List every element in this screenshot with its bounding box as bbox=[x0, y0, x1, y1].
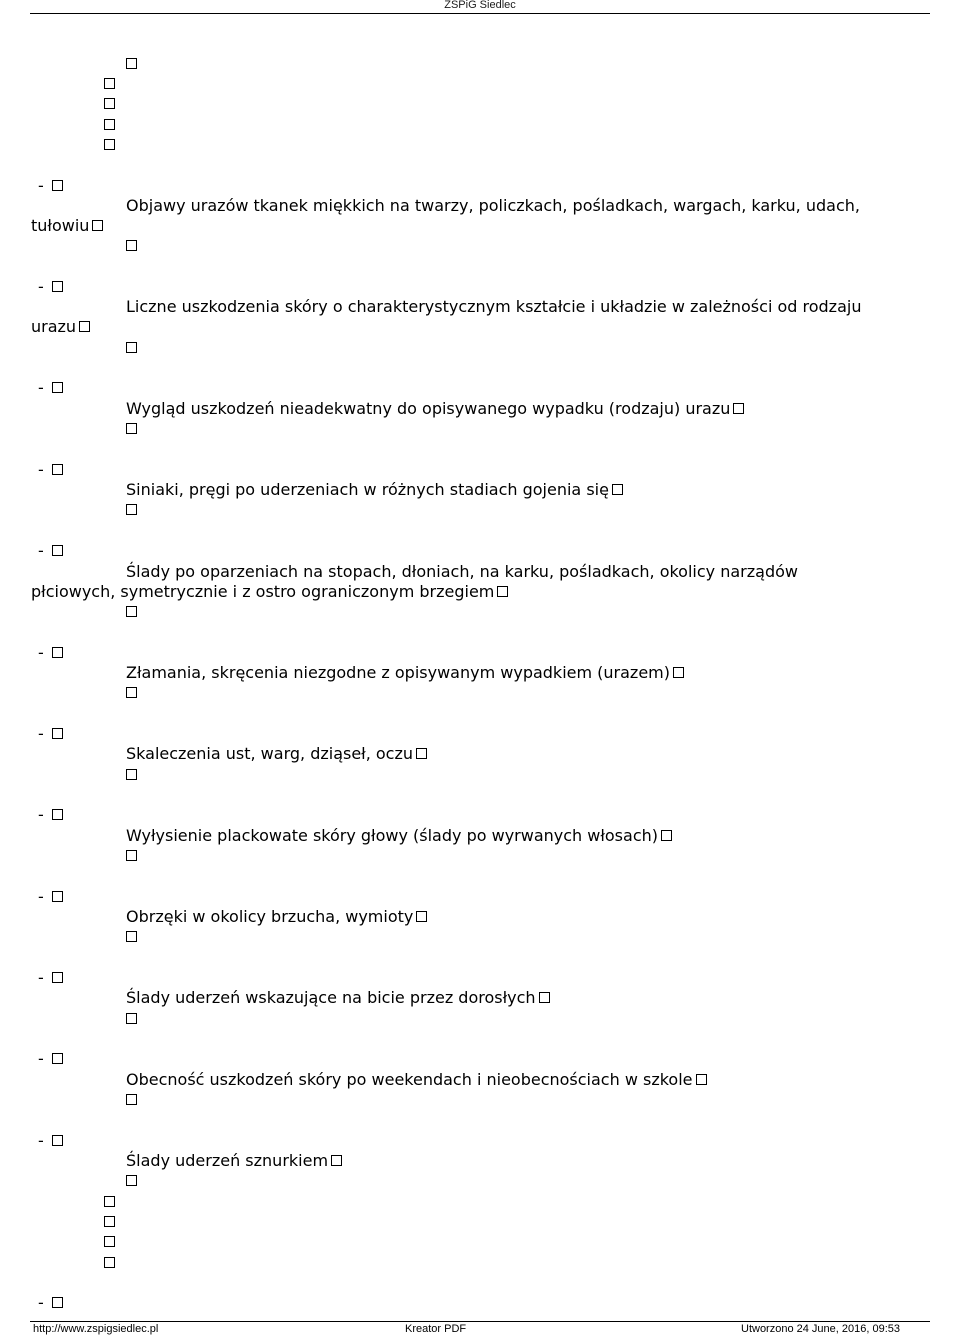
footer-generator: Kreator PDF bbox=[405, 1323, 467, 1335]
box-line bbox=[126, 1171, 137, 1191]
list-bullet bbox=[38, 805, 63, 825]
box-line bbox=[126, 683, 137, 703]
box-line bbox=[126, 54, 137, 74]
box-line bbox=[126, 419, 137, 439]
square-icon bbox=[416, 748, 427, 759]
square-icon bbox=[126, 606, 137, 617]
box-line bbox=[104, 1253, 115, 1273]
list-item-text: Obecność uszkodzeń skóry po weekendach i nieobecnościach w szkole bbox=[126, 1070, 707, 1090]
square-icon bbox=[79, 321, 90, 332]
list-bullet bbox=[38, 541, 63, 561]
square-icon bbox=[52, 545, 63, 556]
box-line bbox=[126, 236, 137, 256]
list-item-text: Liczne uszkodzenia skóry o charakterystycznym kształcie i układzie w zależności od rodzaju bbox=[126, 297, 862, 316]
box-line bbox=[126, 338, 137, 358]
square-icon bbox=[104, 1236, 115, 1247]
box-line bbox=[126, 602, 137, 622]
square-icon bbox=[52, 382, 63, 393]
list-bullet bbox=[38, 724, 63, 744]
square-icon bbox=[52, 809, 63, 820]
list-bullet bbox=[38, 887, 63, 907]
box-line bbox=[126, 846, 137, 866]
list-item-text: Objawy urazów tkanek miękkich na twarzy, policzkach, pośladkach, wargach, karku, udach, bbox=[126, 196, 860, 215]
square-icon bbox=[52, 728, 63, 739]
list-item-text: Wyłysienie plackowate skóry głowy (ślady po wyrwanych włosach) bbox=[126, 826, 672, 846]
square-icon bbox=[126, 58, 137, 69]
square-icon bbox=[126, 1094, 137, 1105]
square-icon bbox=[673, 667, 684, 678]
square-icon bbox=[52, 1053, 63, 1064]
square-icon bbox=[52, 1297, 63, 1308]
list-item-text: Ślady uderzeń sznurkiem bbox=[126, 1151, 342, 1171]
box-line bbox=[126, 1009, 137, 1029]
list-bullet bbox=[38, 1049, 63, 1069]
list-bullet bbox=[38, 378, 63, 398]
square-icon bbox=[52, 464, 63, 475]
list-item-text: Złamania, skręcenia niezgodne z opisywanym wypadkiem (urazem) bbox=[126, 663, 684, 683]
footer-url-link[interactable]: http://www.zspigsiedlec.pl bbox=[33, 1323, 159, 1335]
square-icon bbox=[497, 586, 508, 597]
square-icon bbox=[104, 1196, 115, 1207]
square-icon bbox=[331, 1155, 342, 1166]
list-item-text: Ślady uderzeń wskazujące na bicie przez dorosłych bbox=[126, 988, 550, 1008]
square-icon bbox=[696, 1074, 707, 1085]
square-icon bbox=[104, 1216, 115, 1227]
list-bullet bbox=[38, 1293, 63, 1313]
square-icon bbox=[126, 687, 137, 698]
list-item-text: Ślady po oparzeniach na stopach, dłoniach, na karku, pośladkach, okolicy narządów bbox=[126, 562, 798, 581]
square-icon bbox=[52, 891, 63, 902]
box-line bbox=[126, 927, 137, 947]
square-icon bbox=[126, 423, 137, 434]
square-icon bbox=[126, 1175, 137, 1186]
list-bullet bbox=[38, 968, 63, 988]
list-bullet bbox=[38, 460, 63, 480]
square-icon bbox=[126, 850, 137, 861]
footer-divider bbox=[30, 1321, 930, 1322]
list-bullet bbox=[38, 176, 63, 196]
square-icon bbox=[92, 220, 103, 231]
square-icon bbox=[52, 647, 63, 658]
square-icon bbox=[104, 98, 115, 109]
list-item-text: Obrzęki w okolicy brzucha, wymioty bbox=[126, 907, 427, 927]
square-icon bbox=[126, 240, 137, 251]
page-header: ZSPiG Siedlec bbox=[444, 0, 516, 11]
box-line bbox=[104, 135, 115, 155]
list-bullet bbox=[38, 277, 63, 297]
square-icon bbox=[126, 1013, 137, 1024]
list-item-text: Skaleczenia ust, warg, dziąseł, oczu bbox=[126, 744, 427, 764]
footer-created: Utworzono 24 June, 2016, 09:53 bbox=[741, 1323, 901, 1335]
square-icon bbox=[126, 769, 137, 780]
box-line bbox=[126, 500, 137, 520]
list-item-text-cont: płciowych, symetrycznie i z ostro ograniczonym brzegiem bbox=[31, 582, 508, 602]
square-icon bbox=[104, 1257, 115, 1268]
box-line bbox=[104, 1212, 115, 1232]
square-icon bbox=[52, 972, 63, 983]
box-line bbox=[126, 765, 137, 785]
square-icon bbox=[52, 281, 63, 292]
box-line bbox=[104, 1192, 115, 1212]
square-icon bbox=[104, 119, 115, 130]
square-icon bbox=[126, 931, 137, 942]
list-item-text: Siniaki, pręgi po uderzeniach w różnych stadiach gojenia się bbox=[126, 480, 623, 500]
square-icon bbox=[733, 403, 744, 414]
square-icon bbox=[416, 911, 427, 922]
list-item-text-cont: tułowiu bbox=[31, 216, 103, 236]
square-icon bbox=[126, 504, 137, 515]
square-icon bbox=[126, 342, 137, 353]
list-bullet bbox=[38, 1131, 63, 1151]
list-item-text-cont: urazu bbox=[31, 317, 90, 337]
square-icon bbox=[104, 78, 115, 89]
square-icon bbox=[661, 830, 672, 841]
box-line bbox=[104, 1232, 115, 1252]
box-line bbox=[104, 94, 115, 114]
list-item-text: Wygląd uszkodzeń nieadekwatny do opisywanego wypadku (rodzaju) urazu bbox=[126, 399, 744, 419]
box-line bbox=[104, 74, 115, 94]
box-line bbox=[126, 1090, 137, 1110]
square-icon bbox=[612, 484, 623, 495]
list-bullet bbox=[38, 643, 63, 663]
box-line bbox=[104, 115, 115, 135]
square-icon bbox=[104, 139, 115, 150]
square-icon bbox=[52, 180, 63, 191]
square-icon bbox=[539, 992, 550, 1003]
square-icon bbox=[52, 1135, 63, 1146]
